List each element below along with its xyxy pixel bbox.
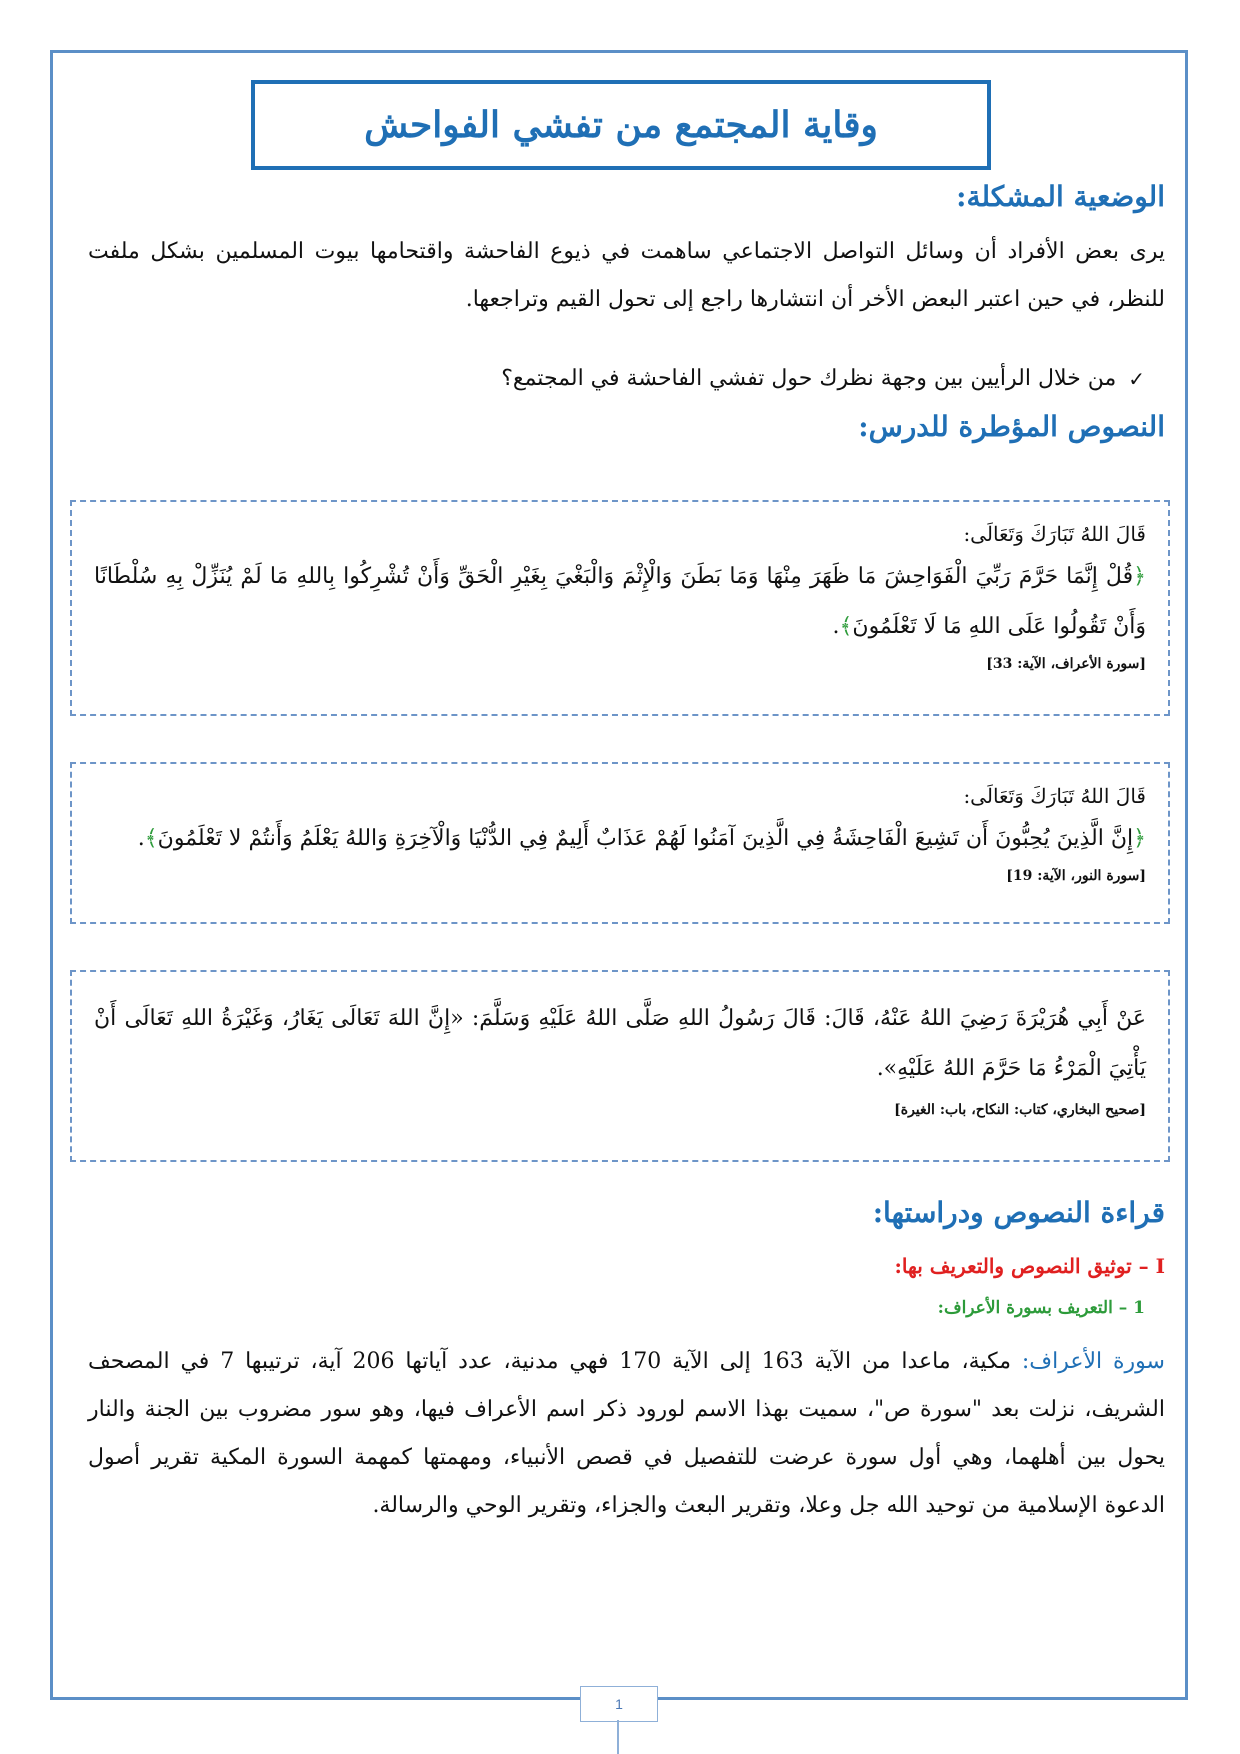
verse-close-bracket: ﴾ — [839, 614, 853, 639]
verse-text — [94, 552, 1146, 652]
page-number: 1 — [580, 1686, 658, 1722]
reading-heading: قراءة النصوص ودراستها: — [872, 1196, 1165, 1229]
verse-open-bracket: ﴿ — [1133, 826, 1146, 851]
page-number-connector — [617, 1720, 619, 1754]
verse-body: إِنَّ الَّذِينَ يُحِبُّونَ أَن تَشِيعَ الْفَاحِشَةُ فِي الَّذِينَ آمَنُوا لَهُمْ عَذَابٌ أَلِيمٌ فِي الدُّنْيَا وَالْآخِرَةِ وَاللهُ يَعْلَمُ وَأَنتُمْ لا تَعْلَمُونَ — [157, 826, 1134, 851]
al-araf-text: مكية، ماعدا من الآية 163 إلى الآية 170 فهي مدنية، عدد آياتها 206 آية، ترتيبها 7 في المصحف الشريف، نزلت بعد "سورة ص"، سميت بهذا الاسم لورود ذكر اسم الأعراف فيها، وهو سور مضروب بين الجنة والنار يحول بين أهلهما، وهي أول سورة عرضت للتفصيل في قصص الأنبياء، ومهمتها كمهمة السورة المكية تقرير أصول الدعوة الإسلامية من توحيد الله جل وعلا، وتقرير البعث والجزاء، وتقرير الوحي والرسالة. — [88, 1349, 1165, 1518]
texts-heading: النصوص المؤطرة للدرس: — [858, 410, 1165, 443]
hadith-text: عَنْ أَبِي هُرَيْرَةَ رَضِيَ اللهُ عَنْهُ، قَالَ: قَالَ رَسُولُ اللهِ صَلَّى اللهُ عَلَيْهِ وَسَلَّمَ: «إِنَّ اللهَ تَعَالَى يَغَارُ، وَغَيْرَةُ اللهِ تَعَالَى أَنْ يَأْتِيَ الْمَرْءُ مَا حَرَّمَ اللهُ عَلَيْهِ». — [94, 1006, 1146, 1081]
verse-intro: قَالَ اللهُ تَبَارَكَ وَتَعَالَى: — [963, 522, 1146, 546]
verse-reference: [سورة النور، الآية: 19] — [1006, 868, 1146, 884]
subsection-heading-al-araf: 1 – التعريف بسورة الأعراف: — [937, 1298, 1145, 1318]
verse-box-1 — [70, 500, 1170, 716]
problem-paragraph: يرى بعض الأفراد أن وسائل التواصل الاجتماعي ساهمت في ذيوع الفاحشة واقتحامها بيوت المسلمين بشكل ملفت للنظر، في حين اعتبر البعض الأخر أن انتشارها راجع إلى تحول القيم وتراجعها. — [88, 239, 1165, 312]
verse-end: . — [832, 614, 840, 639]
title-box — [251, 80, 991, 170]
verse-body: قُلْ إِنَّمَا حَرَّمَ رَبِّيَ الْفَوَاحِشَ مَا ظَهَرَ مِنْهَا وَمَا بَطَنَ وَالْإِثْمَ وَالْبَغْيَ بِغَيْرِ الْحَقِّ وَأَنْ تُشْرِكُوا بِاللهِ مَا لَمْ يُنَزِّلْ بِهِ سُلْطَانًا وَأَنْ تَقُولُوا عَلَى اللهِ مَا لَا تَعْلَمُونَ — [94, 564, 1146, 639]
hadith-reference: [صحيح البخاري، كتاب: النكاح، باب: الغيرة] — [894, 1102, 1146, 1118]
check-icon: ✓ — [1128, 366, 1145, 391]
al-araf-paragraph — [88, 1338, 1165, 1530]
verse-box-2 — [70, 762, 1170, 924]
verse-intro: قَالَ اللهُ تَبَارَكَ وَتَعَالَى: — [963, 784, 1146, 808]
problem-question: من خلال الرأيين بين وجهة نظرك حول تفشي الفاحشة في المجتمع؟ — [501, 366, 1117, 391]
page-title: وقاية المجتمع من تفشي الفواحش — [364, 104, 878, 146]
verse-close-bracket: ﴾ — [144, 826, 158, 851]
verse-reference: [سورة الأعراف، الآية: 33] — [986, 656, 1146, 672]
verse-end: . — [137, 826, 145, 851]
section-heading-documentation: I – توثيق النصوص والتعريف بها: — [894, 1254, 1165, 1278]
verse-text — [94, 814, 1146, 864]
al-araf-lead: سورة الأعراف: — [1021, 1349, 1165, 1374]
problem-heading: الوضعية المشكلة: — [956, 180, 1165, 213]
verse-open-bracket: ﴿ — [1133, 564, 1146, 589]
hadith-box — [70, 970, 1170, 1162]
problem-question-line — [501, 366, 1145, 391]
